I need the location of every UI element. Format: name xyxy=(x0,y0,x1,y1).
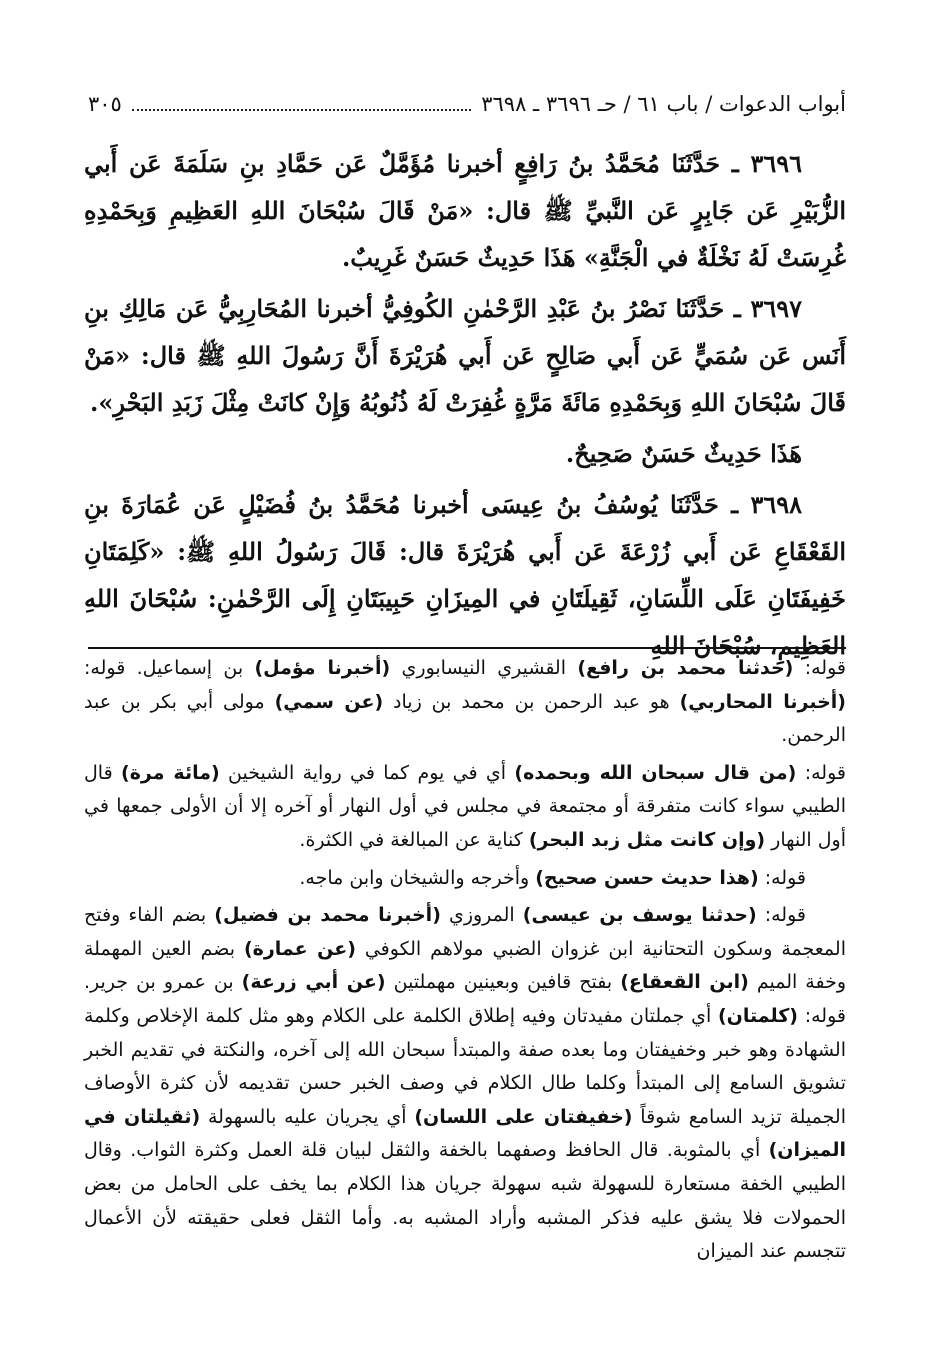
quoted-phrase: (مائة مرة) xyxy=(121,761,220,784)
hadith-number: ٣٦٩٦ ـ xyxy=(731,149,803,178)
quoted-phrase: (حدثنا يوسف بن عيسى) xyxy=(522,904,757,927)
commentary-text: قوله: xyxy=(793,657,846,679)
commentary-paragraph xyxy=(84,757,846,858)
header-dot-leader xyxy=(132,109,471,111)
commentary-text: أي جملتان مفيدتان وفيه إطلاق الكلمة على الكلام وهو مثل كلمة الإخلاص وكلمة الشهادة وهو خبر وخفيفتان وما بعده صفة والمبتدأ سبحان الله إلى آخره، والنكتة في تقديم الخبر تشويق السامع إلى المبتدأ وكلما طال الكلام في وصف الخبر حسن تقديمه لأن كثرة الأوصاف الجميلة تزيد السامع شوقاً xyxy=(84,1004,847,1128)
commentary-text: بفتح قافين وبعينين مهملتين xyxy=(385,971,621,994)
commentary-text: أي بالمثوبة. قال الحافظ وصفهما بالخفة والثقل لبيان قلة العمل وكثرة الثواب. وقال الطيبي الخفة مستعارة للسهولة شبه سهولة جريان هذا الكلام بما يخف على الحامل من بعض الحمولات فلا يشق عليه فذكر المشبه وأراد المشبه به. وأما الثقل فعلى حقيقته لأن الأعمال تتجسم عند الميزان xyxy=(84,1139,846,1263)
commentary-text: بضم العين المهملة وخفة الميم xyxy=(84,937,847,994)
quoted-phrase: (وإن كانت مثل زبد البحر) xyxy=(528,828,766,851)
commentary-text: قوله: xyxy=(758,866,806,889)
commentary-paragraph xyxy=(84,652,846,753)
hadith-number: ٣٦٩٧ ـ xyxy=(733,294,802,323)
quoted-phrase: (هذا حديث حسن صحيح) xyxy=(535,866,759,889)
quoted-phrase: (عن سمي) xyxy=(274,690,384,713)
hadith-grade: هَذَا حَدِيثٌ حَسَنٌ صَحِيحٌ. xyxy=(565,439,802,468)
hadith-3697 xyxy=(84,285,846,426)
hadith-body: حَدَّثَنَا يُوسُفُ بنُ عِيسَى أخبرنا مُحَمَّدُ بنُ فُضَيْلٍ عَن عُمَارَةَ بنِ القَعْقَاعِ عَن أَبي زُرْعَةَ عَن أَبي هُرَيْرَةَ قال: قَالَ رَسُولُ اللهِ ﷺ: «كَلِمَتَانِ خَفِيفَتَانِ عَلَى اللِّسَانِ، ثَقِيلَتَانِ في المِيزَانِ حَبِيبَتَانِ إِلَى الرَّحْمٰنِ: سُبْحَانَ اللهِ العَظِيمِ، سُبْحَانَ اللهِ xyxy=(84,490,846,660)
quoted-phrase: (من قال سبحان الله وبحمده) xyxy=(514,761,797,784)
commentary-text: بن عمرو بن جرير. قوله: xyxy=(84,971,846,1027)
commentary-text: هو عبد الرحمن بن محمد بن زياد xyxy=(383,690,680,713)
commentary-text: قوله: xyxy=(756,904,806,927)
footnote-divider xyxy=(88,647,846,649)
quoted-phrase: (خفيفتان على اللسان) xyxy=(414,1105,633,1128)
quoted-phrase: (أخبرنا المحاربي) xyxy=(679,690,846,713)
commentary-text: بن إسماعيل. قوله: xyxy=(84,657,255,679)
commentary-text: كناية عن المبالغة في الكثرة. xyxy=(299,828,529,851)
hadith-3696 xyxy=(84,140,846,281)
quoted-phrase: (عن عمارة) xyxy=(243,937,356,960)
hadith-body: حَدَّثَنَا نَصْرُ بنُ عَبْدِ الرَّحْمٰنِ الكُوفِيُّ أخبرنا المُحَارِبِيُّ عَن مَالِكِ بنِ أَنَس عَن سُمَيٍّ عَن أَبي صَالِحٍ عَن أَبي هُرَيْرَةَ أَنَّ رَسُولَ اللهِ ﷺ قال: «مَنْ قَالَ سُبْحَانَ اللهِ وَبِحَمْدِهِ مَائَةَ مَرَّةٍ غُفِرَتْ لَهُ ذُنُوبُهُ وَإِنْ كانَتْ مِثْلَ زَبَدِ البَحْرِ». xyxy=(84,294,847,417)
quoted-phrase: (ثقيلتان في الميزان) xyxy=(84,1105,846,1162)
commentary-text: مولى أبي بكر بن عبد الرحمن. xyxy=(84,690,846,747)
hadith-body: حَدَّثَنَا مُحَمَّدُ بنُ رَافِعٍ أخبرنا مُؤَمَّلٌ عَن حَمَّادِ بنِ سَلَمَةَ عَن أَبي الزُّبَيْرِ عَن جَابِرٍ عَن النَّبيِّ ﷺ قال: «مَنْ قَالَ سُبْحَانَ اللهِ العَظِيمِ وَبِحَمْدِهِ غُرِسَتْ لَهُ نَخْلَةٌ في الْجَنَّةِ» هَذَا حَدِيثٌ حَسَنٌ غَرِيبٌ. xyxy=(84,149,846,272)
quoted-phrase: (أخبرنا محمد بن فضيل) xyxy=(214,904,441,927)
page-number: ٣٠٥ xyxy=(88,92,122,116)
commentary-text: وأخرجه والشيخان وابن ماجه. xyxy=(299,866,536,889)
commentary-text: القشيري النيسابوري xyxy=(390,657,578,679)
running-header xyxy=(88,86,846,122)
hadith-3698 xyxy=(84,481,846,669)
quoted-phrase: (حدثنا محمد بن رافع) xyxy=(577,657,794,679)
quoted-phrase: (عن أبي زرعة) xyxy=(241,971,386,994)
quoted-phrase: (أخبرنا مؤمل) xyxy=(254,657,391,679)
hadith-number: ٣٦٩٨ ـ xyxy=(731,490,802,519)
quoted-phrase: (كلمتان) xyxy=(717,1004,798,1027)
commentary-paragraph xyxy=(84,899,846,1269)
commentary-section xyxy=(84,652,846,1273)
hadith-text-block xyxy=(84,140,846,673)
commentary-text: أي يجريان عليه بالسهولة xyxy=(200,1105,415,1128)
commentary-text: قال الطيبي سواء كانت متفرقة أو مجتمعة في مجلس في أول النهار أو آخره إلا أن الأولى جمعها في أول النهار xyxy=(84,761,846,851)
quoted-phrase: (ابن القعقاع) xyxy=(620,971,749,994)
commentary-text: بضم الفاء وفتح المعجمة وسكون التحتانية ابن غزوان الضبي مولاهم الكوفي xyxy=(84,904,846,960)
chapter-title: أبواب الدعوات / باب ٦١ / حـ ٣٦٩٦ ـ ٣٦٩٨ xyxy=(481,92,846,116)
commentary-text: أي في يوم كما في رواية الشيخين xyxy=(219,761,515,784)
commentary-text: المروزي xyxy=(440,904,523,927)
commentary-paragraph xyxy=(84,862,846,896)
commentary-text: قوله: xyxy=(796,761,846,784)
